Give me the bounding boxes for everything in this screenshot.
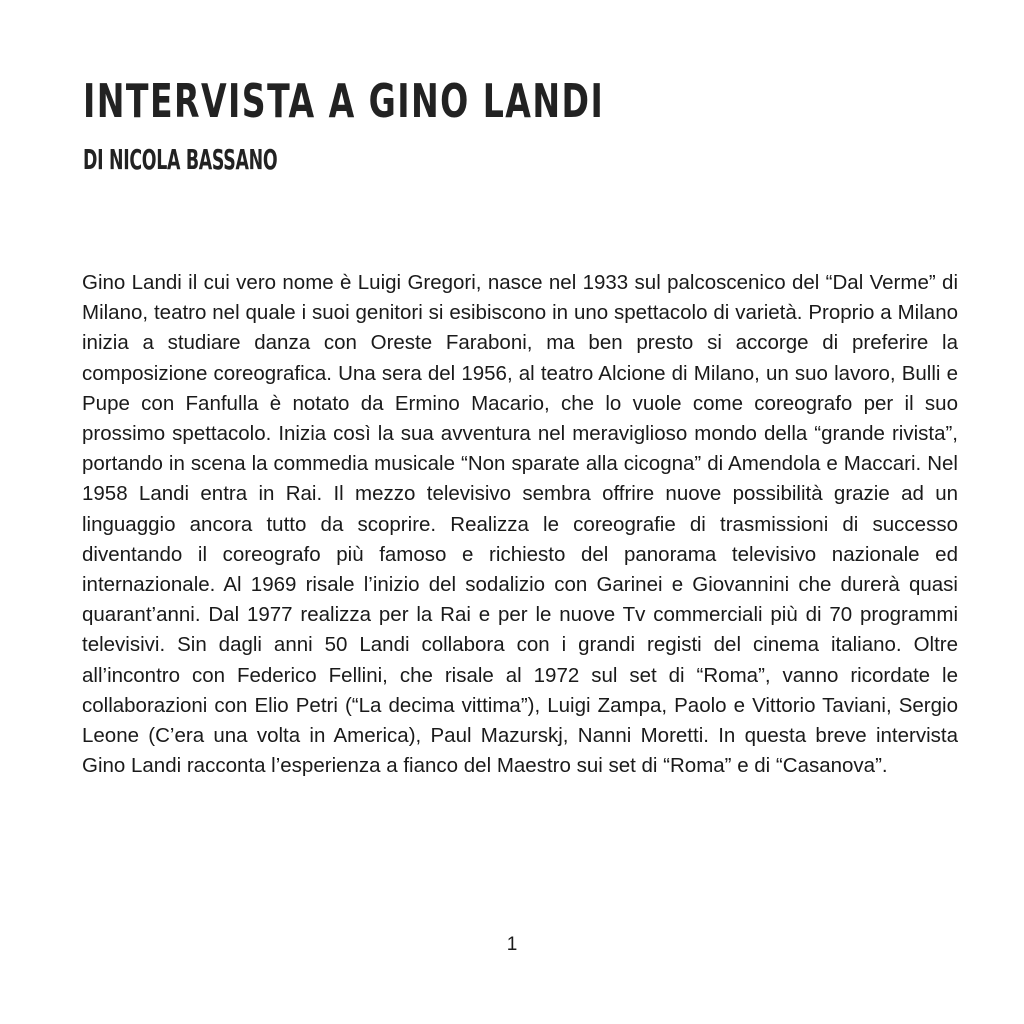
page-number: 1	[506, 934, 518, 955]
article-title: INTERVISTA A GINO LANDI	[83, 74, 605, 128]
article-body-paragraph: Gino Landi il cui vero nome è Luigi Gregori, nasce nel 1933 sul palcoscenico del “Dal Verme” di Milano, teatro nel quale i suoi genitori si esibiscono in uno spettacolo di varietà. Proprio a Milano inizia a studiare danza con Oreste Faraboni, ma ben presto si accorge di preferire la composizione coreografica. Una sera del 1956, al teatro Alcione di Milano, un suo lavoro, Bulli e Pupe con Fanfulla è notato da Ermino Macario, che lo vuole come coreografo per il suo prossimo spettacolo. Inizia così la sua avventura nel meraviglioso mondo della “grande rivista”, portando in scena la commedia musicale “Non sparate alla cicogna” di Amendola e Maccari. Nel 1958 Landi entra in Rai. Il mezzo televisivo sembra offrire nuove possibilità grazie ad un linguaggio ancora tutto da scoprire. Realizza le coreografie di trasmissioni di successo diventando il coreografo più famoso e richiesto del panorama televisivo nazionale ed internazionale. Al 1969 risale l’inizio del sodalizio con Garinei e Giovannini che durerà quasi quarant’anni. Dal 1977 realizza per la Rai e per le nuove Tv commerciali più di 70 programmi televisivi. Sin dagli anni 50 Landi collabora con i grandi registi del cinema italiano. Oltre all’incontro con Federico Fellini, che risale al 1972 sul set di “Roma”, vanno ricordate le collaborazioni con Elio Petri (“La decima vittima”), Luigi Zampa, Paolo e Vittorio Taviani, Sergio Leone (C’era una volta in America), Paul Mazurskj, Nanni Moretti. In questa breve intervista Gino Landi racconta l’esperienza a fianco del Maestro sui set di “Roma” e di “Casanova”.	[82, 271, 958, 778]
article-byline: DI NICOLA BASSANO	[83, 143, 278, 176]
